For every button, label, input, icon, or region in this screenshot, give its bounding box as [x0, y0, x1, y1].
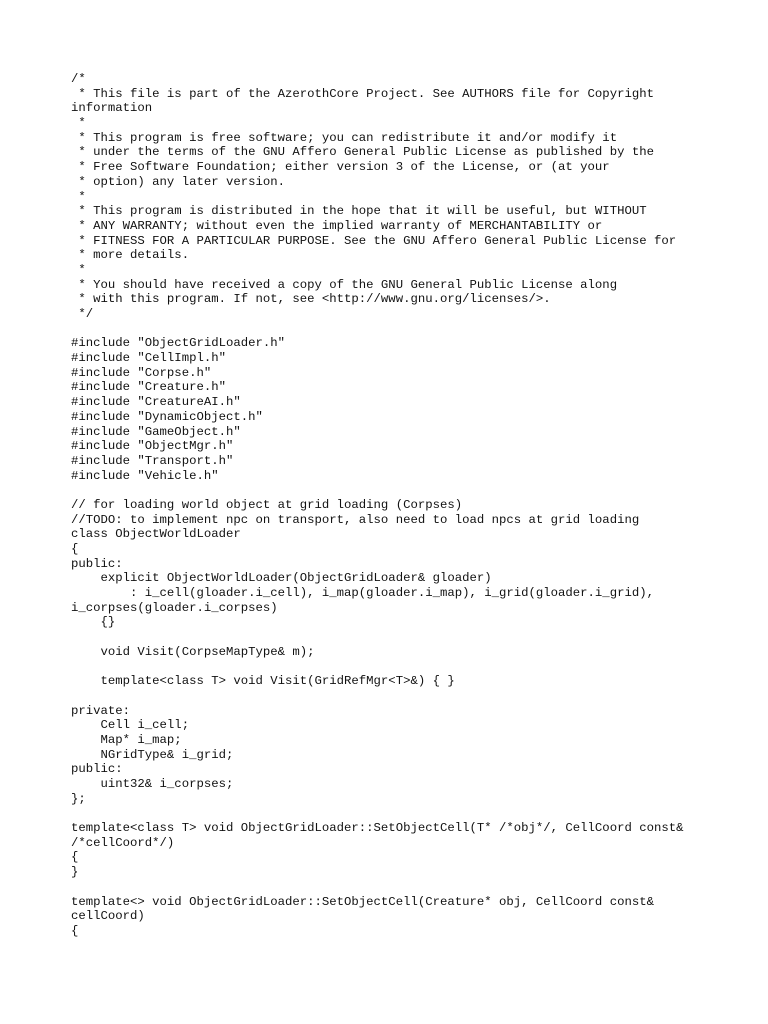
code-line: { — [71, 923, 79, 938]
code-line — [71, 322, 731, 337]
code-line: public: — [71, 556, 123, 571]
code-line: * This file is part of the AzerothCore Project. See AUTHORS file for Copyright — [71, 86, 654, 101]
code-line: * You should have received a copy of the GNU General Public License along — [71, 277, 618, 292]
code-line: NGridType& i_grid; — [71, 747, 234, 762]
code-line: {} — [71, 615, 116, 630]
code-line: * — [71, 262, 86, 277]
code-line: : i_cell(gloader.i_cell), i_map(gloader.i_map), i_grid(gloader.i_grid), — [71, 586, 654, 601]
code-line: * more details. — [71, 248, 190, 263]
code-line: { — [71, 850, 79, 865]
code-line: cellCoord) — [71, 909, 145, 924]
code-line: #include "Vehicle.h" — [71, 468, 219, 483]
code-line: { — [71, 542, 79, 556]
code-line: // for loading world object at grid loading (Corpses) — [71, 497, 463, 512]
code-line: #include "CreatureAI.h" — [71, 395, 241, 410]
code-line: information — [71, 101, 153, 116]
code-line: template<> void ObjectGridLoader::SetObjectCell(Creature* obj, CellCoord const& — [71, 894, 654, 909]
code-line: * under the terms of the GNU Affero General Public License as published by the — [71, 145, 654, 160]
code-line: * with this program. If not, see <http://www.gnu.org/licenses/>. — [71, 292, 551, 307]
code-line — [71, 660, 731, 675]
code-line — [71, 630, 731, 645]
code-line: #include "Creature.h" — [71, 380, 226, 395]
code-line: * FITNESS FOR A PARTICULAR PURPOSE. See the GNU Affero General Public License for — [71, 233, 677, 248]
code-line: Cell i_cell; — [71, 718, 190, 733]
code-line: #include "Transport.h" — [71, 453, 234, 468]
code-line: //TODO: to implement npc on transport, also need to load npcs at grid loading — [71, 512, 640, 527]
code-line: #include "CellImpl.h" — [71, 351, 226, 366]
code-line: * — [71, 189, 86, 204]
code-line: template<class T> void ObjectGridLoader::SetObjectCell(T* /*obj*/, CellCoord const& — [71, 821, 684, 836]
code-line: private: — [71, 703, 131, 718]
code-line: } — [71, 865, 79, 880]
code-line: public: — [71, 762, 123, 777]
code-line: #include "ObjectGridLoader.h" — [71, 336, 286, 351]
code-line: * This program is distributed in the hope that it will be useful, but WITHOUT — [71, 204, 647, 219]
code-line: #include "Corpse.h" — [71, 365, 212, 380]
code-line: /* — [71, 72, 86, 86]
code-line — [71, 880, 731, 895]
code-line: #include "ObjectMgr.h" — [71, 439, 234, 454]
code-line: template<class T> void Visit(GridRefMgr<T>&) { } — [71, 674, 455, 689]
code-line: i_corpses(gloader.i_corpses) — [71, 600, 278, 615]
code-line: * This program is free software; you can redistribute it and/or modify it — [71, 130, 618, 145]
code-line: */ — [71, 307, 94, 321]
code-line — [71, 689, 731, 704]
code-line: * option) any later version. — [71, 174, 286, 189]
code-line: /*cellCoord*/) — [71, 835, 175, 850]
source-code-text — [71, 72, 731, 939]
code-line — [71, 806, 731, 821]
code-line: #include "GameObject.h" — [71, 424, 241, 439]
code-line: uint32& i_corpses; — [71, 777, 234, 791]
code-line: class ObjectWorldLoader — [71, 527, 241, 542]
code-line: * Free Software Foundation; either version 3 of the License, or (at your — [71, 160, 610, 175]
code-line: Map* i_map; — [71, 732, 182, 747]
code-line — [71, 483, 731, 498]
code-line: * — [71, 116, 86, 131]
code-line: }; — [71, 791, 86, 806]
code-line: * ANY WARRANTY; without even the implied warranty of MERCHANTABILITY or — [71, 218, 603, 233]
code-line: explicit ObjectWorldLoader(ObjectGridLoader& gloader) — [71, 571, 492, 586]
code-line: #include "DynamicObject.h" — [71, 409, 263, 424]
code-line: void Visit(CorpseMapType& m); — [71, 644, 315, 659]
